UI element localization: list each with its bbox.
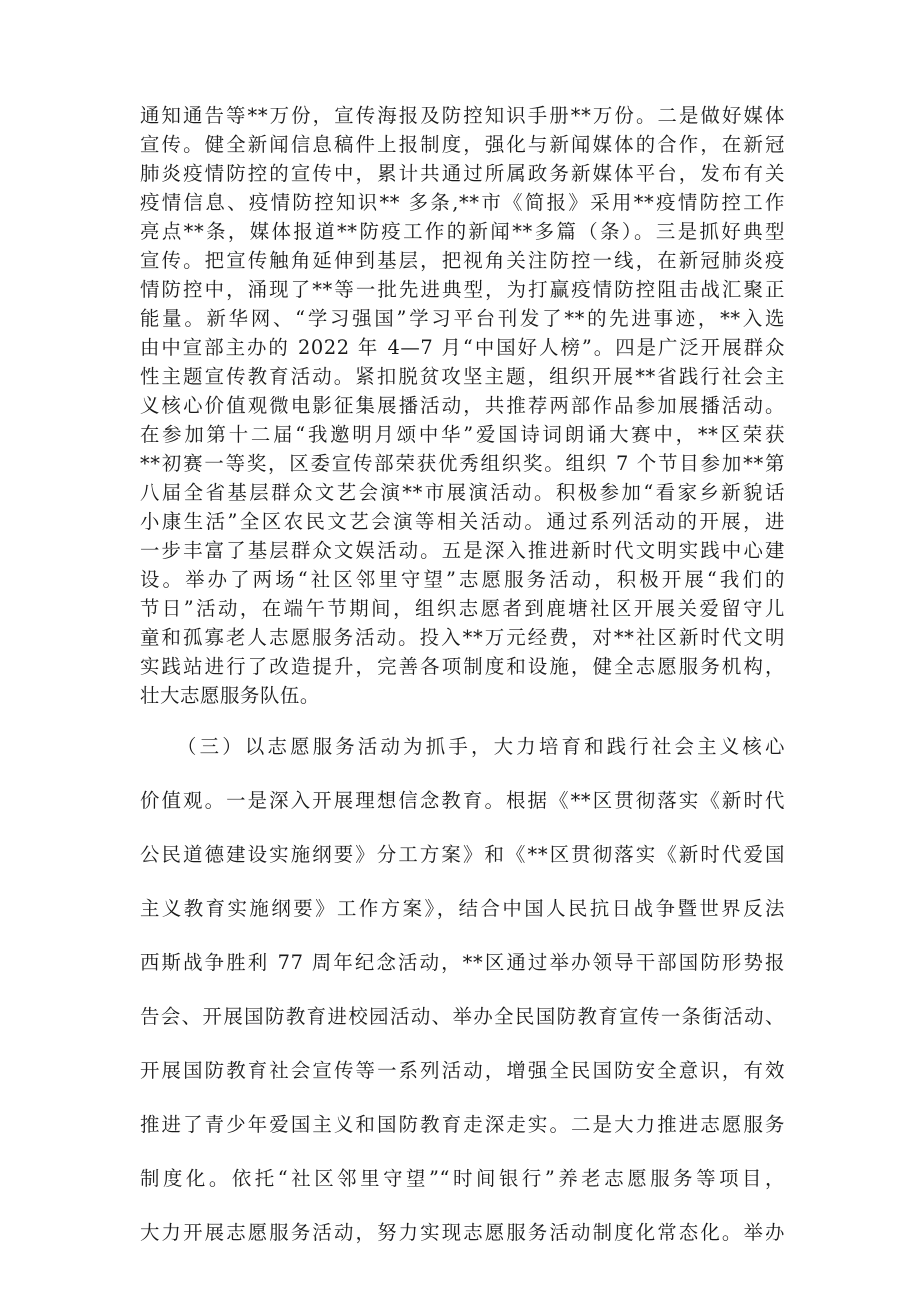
body-text-line: 在参加第十二届“我邀明月颂中华”爱国诗词朗诵大赛中，**区荣获 (140, 423, 785, 446)
body-text-line: 能量。新华网、“学习强国”学习平台刊发了**的先进事迹，**入选 (140, 307, 785, 330)
body-text-line: 情防控中，涌现了**等一批先进典型，为打赢疫情防控阻击战汇聚正 (140, 278, 785, 301)
body-text-line: 告会、开展国防教育进校园活动、举办全民国防教育宣传一条街活动、 (140, 1005, 785, 1028)
body-text-line: 壮大志愿服务队伍。 (140, 684, 320, 707)
body-text-line: 宣传。健全新闻信息稿件上报制度，强化与新闻媒体的合作，在新冠 (140, 133, 785, 156)
body-text-line: 一步丰富了基层群众文娱活动。五是深入推进新时代文明实践中心建 (140, 539, 785, 562)
body-text-line: 价值观。一是深入开展理想信念教育。根据《**区贯彻落实《新时代 (140, 789, 785, 812)
body-text-line: 疫情信息、疫情防控知识** 多条,**市《简报》采用**疫情防控工作 (140, 191, 785, 214)
body-text-line: 亮点**条，媒体报道**防疫工作的新闻**多篇（条）。三是抓好典型 (140, 220, 785, 243)
body-text-line: 义核心价值观微电影征集展播活动，共推荐两部作品参加展播活动。 (140, 394, 785, 417)
body-text-line: 宣传。把宣传触角延伸到基层，把视角关注防控一线，在新冠肺炎疫 (140, 249, 785, 272)
body-text-line: 小康生活”全区农民文艺会演等相关活动。通过系列活动的开展，进 (140, 510, 785, 533)
body-text-line: 八届全省基层群众文艺会演**市展演活动。积极参加“看家乡新貌话 (140, 481, 785, 504)
body-text-line: 性主题宣传教育活动。紧扣脱贫攻坚主题，组织开展**省践行社会主 (140, 365, 785, 388)
body-text-line: 公民道德建设实施纲要》分工方案》和《**区贯彻落实《新时代爱国 (140, 843, 785, 866)
body-text-line: 由中宣部主办的 2022 年 4—7 月“中国好人榜”。四是广泛开展群众 (140, 336, 785, 359)
body-text-line: 节日”活动，在端午节期间，组织志愿者到鹿塘社区开展关爱留守儿 (140, 597, 785, 620)
section-heading-line: （三）以志愿服务活动为抓手，大力培育和践行社会主义核心 (177, 735, 785, 758)
body-text-line: 肺炎疫情防控的宣传中，累计共通过所属政务新媒体平台，发布有关 (140, 162, 785, 185)
body-text-line: 制度化。依托“社区邻里守望”“时间银行”养老志愿服务等项目， (140, 1167, 785, 1190)
body-text-line: 主义教育实施纲要》工作方案》，结合中国人民抗日战争暨世界反法 (140, 897, 785, 920)
body-text-line: **初赛一等奖，区委宣传部荣获优秀组织奖。组织 7 个节目参加**第 (140, 452, 785, 475)
body-text-line: 童和孤寡老人志愿服务活动。投入**万元经费，对**社区新时代文明 (140, 626, 785, 649)
body-text-line: 推进了青少年爱国主义和国防教育走深走实。二是大力推进志愿服务 (140, 1113, 785, 1136)
body-text-line: 大力开展志愿服务活动，努力实现志愿服务活动制度化常态化。举办 (140, 1221, 785, 1244)
body-text-line: 实践站进行了改造提升，完善各项制度和设施，健全志愿服务机构， (140, 655, 785, 678)
body-text-line: 设。举办了两场“社区邻里守望”志愿服务活动，积极开展“我们的 (140, 568, 785, 591)
body-text-line: 开展国防教育社会宣传等一系列活动，增强全民国防安全意识，有效 (140, 1059, 785, 1082)
body-text-line: 西斯战争胜利 77 周年纪念活动，**区通过举办领导干部国防形势报 (140, 951, 785, 974)
body-text-line: 通知通告等**万份，宣传海报及防控知识手册**万份。二是做好媒体 (140, 104, 785, 127)
